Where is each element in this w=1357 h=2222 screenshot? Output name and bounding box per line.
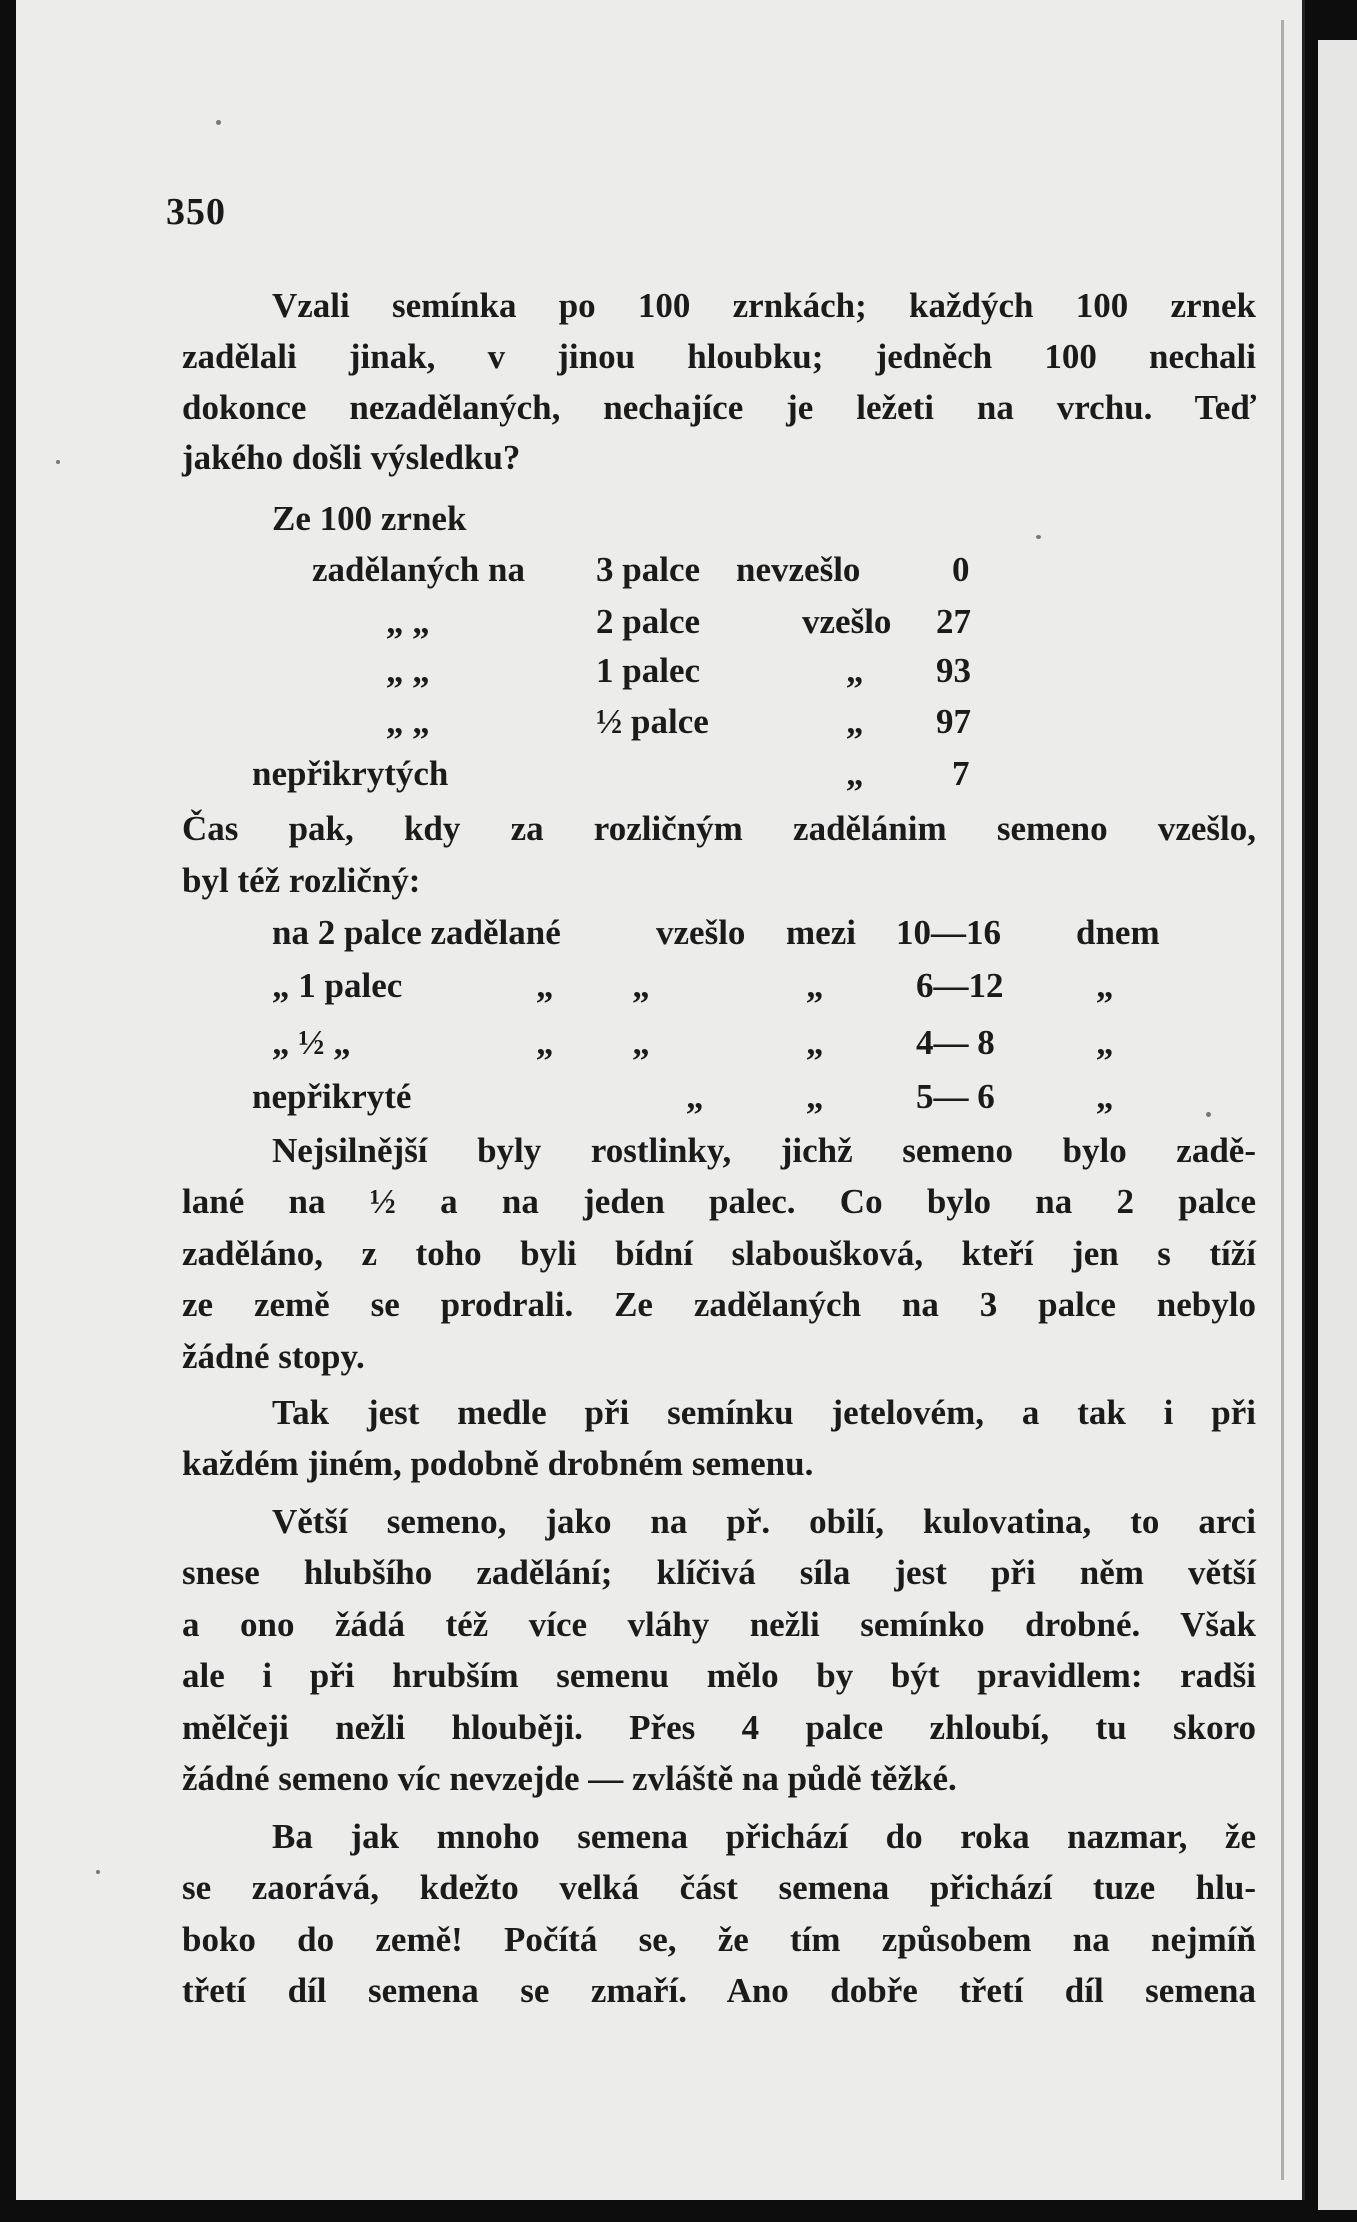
table-cell-result: „ [846,702,864,741]
table-cell-label: nepřikryté [252,1077,412,1116]
table-cell-prep: „ [806,1077,824,1116]
table-cell-verb: „ „ [536,966,650,1005]
table-cell-unit: dnem [1076,913,1160,952]
table-cell-result: nevzešlo [736,550,861,589]
table-cell-depth: 2 palce [596,602,701,641]
text-line: zadělali jinak, v jinou hloubku; jedněch 100 nechali [182,337,1256,376]
table-cell-range: 4— 8 [916,1023,995,1062]
table-cell-prep: mezi [786,913,856,952]
text-line: lané na ½ a na jeden palec. Co bylo na 2 palce [182,1182,1256,1221]
table-cell-range: 6—12 [916,966,1004,1005]
scan-speck [216,120,221,125]
text-line: boko do země! Počítá se, že tím způsobem na nejmíň [182,1920,1256,1959]
table-cell-verb: „ [686,1077,704,1116]
table-cell-prep: „ [806,1023,824,1062]
table-cell-verb: „ „ [536,1023,650,1062]
table-cell-value: 7 [952,754,970,793]
scan-speck [1036,535,1041,539]
text-line: jakého došli výsledku? [182,438,521,477]
table-cell-label: na 2 palce zadělané [272,913,561,952]
adjacent-page-edge [1318,40,1357,2210]
table-cell-label: „ 1 palec [272,966,403,1005]
text-line: mělčeji nežli hlouběji. Přes 4 palce zhloubí, tu skoro [182,1708,1256,1747]
table-cell-label: „ „ [386,702,430,741]
text-line: ze země se prodrali. Ze zadělaných na 3 palce nebylo [182,1285,1256,1324]
table-cell-depth: 1 palec [596,651,701,690]
table-cell-label: „ „ [386,602,430,641]
text-line: Větší semeno, jako na př. obilí, kulovatina, to arci [272,1502,1256,1541]
table-cell-value: 0 [952,550,970,589]
table-cell-label: „ „ [386,651,430,690]
table-cell-value: 93 [936,651,971,690]
text-line: Nejsilnější byly rostlinky, jichž semeno bylo zadě- [272,1131,1256,1170]
table-cell-label: zadělaných na [312,550,525,589]
table-cell-unit: „ [1096,1023,1114,1062]
text-line: a ono žádá též více vláhy nežli semínko drobné. Však [182,1605,1256,1644]
table-cell-unit: „ [1096,1077,1114,1116]
text-line: žádné stopy. [182,1337,365,1376]
table-cell-value: 97 [936,702,971,741]
table-cell-result: „ [846,754,864,793]
table-cell-label: nepřikrytých [252,754,449,793]
table-cell-unit: „ [1096,966,1114,1005]
text-line: Vzali semínka po 100 zrnkách; každých 100 zrnek [272,286,1256,325]
text-line: dokonce nezadělaných, nechajíce je ležeti na vrchu. Teď [182,388,1256,427]
text-line: byl též rozličný: [182,861,421,900]
table-cell-verb: vzešlo [656,913,746,952]
text-line: ale i při hrubším semenu mělo by být pravidlem: radši [182,1656,1256,1695]
table-cell-depth: 3 palce [596,550,701,589]
text-line: třetí díl semena se zmaří. Ano dobře třetí díl semena [182,1971,1256,2010]
text-line: se zaorává, kdežto velká část semena přichází tuze hlu- [182,1868,1256,1907]
table-cell-result: vzešlo [802,602,892,641]
text-line: žádné semeno víc nevzejde — zvláště na půdě těžké. [182,1759,957,1798]
text-line: zaděláno, z toho byli bídní slaboušková, kteří jen s tíží [182,1234,1256,1273]
text-line: Ba jak mnoho semena přichází do roka nazmar, že [272,1817,1256,1856]
scan-speck [56,460,60,464]
scan-speck [96,1870,100,1874]
text-line: snese hlubšího zadělání; klíčivá síla jest při něm větší [182,1553,1256,1592]
table-cell-result: „ [846,651,864,690]
book-page [16,0,1305,2200]
table-cell-value: 27 [936,602,971,641]
table-heading: Ze 100 zrnek [272,499,467,538]
text-line: každém jiném, podobně drobném semenu. [182,1444,814,1483]
text-line: Tak jest medle při semínku jetelovém, a tak i při [272,1393,1256,1432]
table-cell-range: 10—16 [896,913,1001,952]
table-cell-depth: ½ palce [596,702,709,741]
scan-speck [1206,1112,1211,1117]
table-cell-range: 5— 6 [916,1077,995,1116]
table-cell-prep: „ [806,966,824,1005]
page-number: 350 [166,191,226,233]
table-cell-label: „ ½ „ [272,1023,351,1062]
text-line: Čas pak, kdy za rozličným zadělánim semeno vzešlo, [182,809,1256,848]
